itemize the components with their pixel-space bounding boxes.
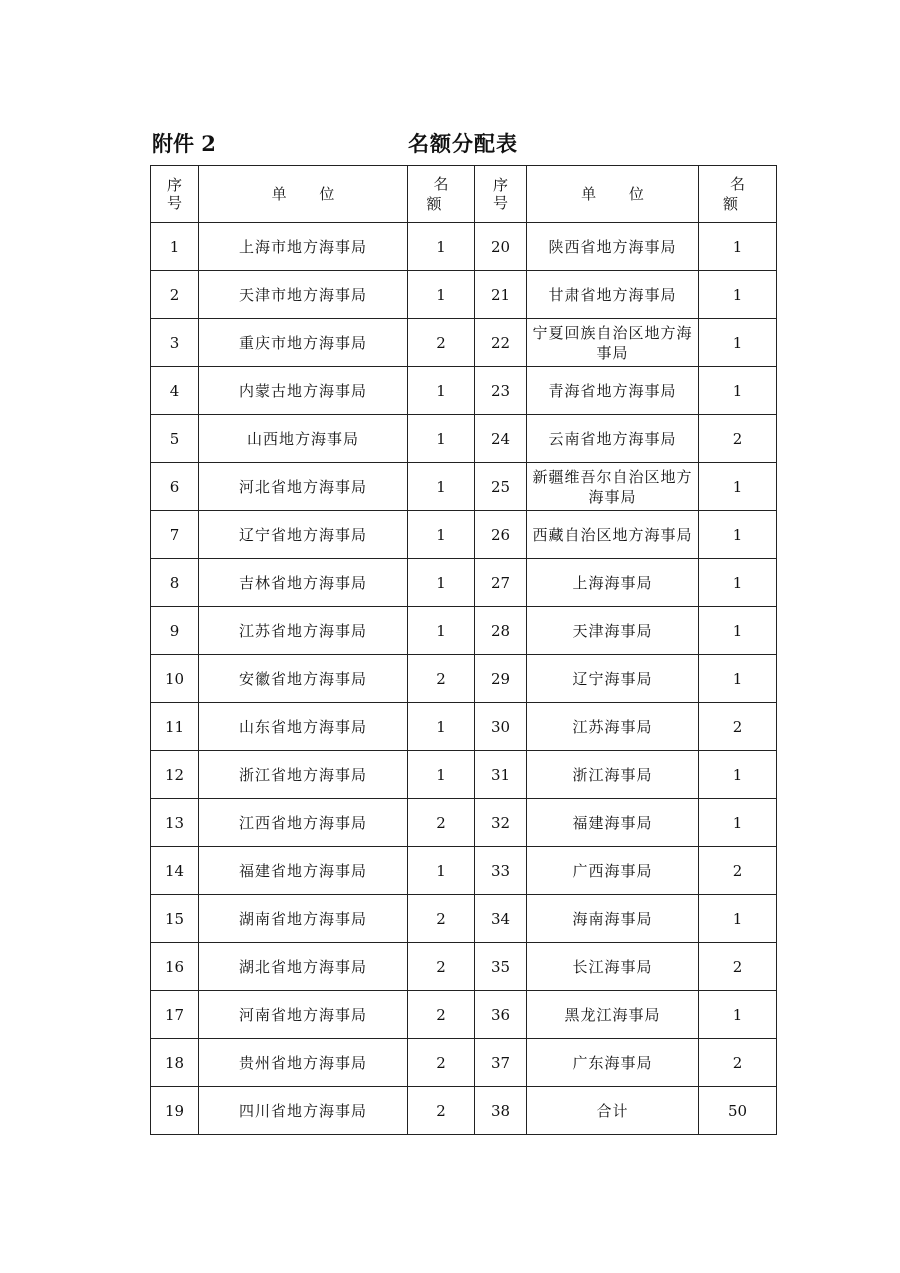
- cell-unit-left: 天津市地方海事局: [199, 271, 408, 319]
- cell-unit-right: 广东海事局: [527, 1039, 699, 1087]
- cell-quota-left: 2: [408, 895, 475, 943]
- cell-quota-right: 1: [699, 511, 777, 559]
- cell-seq-left: 10: [151, 655, 199, 703]
- cell-quota-right: 2: [699, 943, 777, 991]
- table-row: [151, 271, 777, 319]
- table-row: [151, 799, 777, 847]
- table-row: [151, 847, 777, 895]
- cell-quota-right: 2: [699, 703, 777, 751]
- cell-quota-left: 2: [408, 799, 475, 847]
- cell-quota-left: 2: [408, 319, 475, 367]
- cell-seq-right: 38: [475, 1087, 527, 1135]
- cell-quota-right: 1: [699, 895, 777, 943]
- cell-seq-right: 31: [475, 751, 527, 799]
- table-row: [151, 319, 777, 367]
- cell-seq-left: 6: [151, 463, 199, 511]
- cell-quota-right: 1: [699, 559, 777, 607]
- cell-unit-right: 宁夏回族自治区地方海事局: [527, 319, 699, 367]
- cell-quota-right: 1: [699, 271, 777, 319]
- cell-seq-right: 32: [475, 799, 527, 847]
- cell-unit-left: 内蒙古地方海事局: [199, 367, 408, 415]
- cell-seq-right: 25: [475, 463, 527, 511]
- cell-unit-right: 青海省地方海事局: [527, 367, 699, 415]
- cell-seq-right: 29: [475, 655, 527, 703]
- cell-seq-left: 19: [151, 1087, 199, 1135]
- cell-seq-right: 37: [475, 1039, 527, 1087]
- cell-seq-right: 22: [475, 319, 527, 367]
- cell-quota-left: 1: [408, 367, 475, 415]
- cell-seq-left: 1: [151, 223, 199, 271]
- cell-unit-left: 山东省地方海事局: [199, 703, 408, 751]
- table-row: [151, 751, 777, 799]
- cell-seq-right: 20: [475, 223, 527, 271]
- quota-allocation-table: [150, 165, 777, 1135]
- cell-seq-left: 18: [151, 1039, 199, 1087]
- cell-unit-left: 四川省地方海事局: [199, 1087, 408, 1135]
- table-row: [151, 703, 777, 751]
- cell-seq-right: 33: [475, 847, 527, 895]
- cell-unit-left: 山西地方海事局: [199, 415, 408, 463]
- table-row: [151, 415, 777, 463]
- cell-quota-left: 2: [408, 1087, 475, 1135]
- cell-unit-right: 云南省地方海事局: [527, 415, 699, 463]
- table-row: [151, 607, 777, 655]
- cell-quota-left: 1: [408, 463, 475, 511]
- cell-unit-right: 海南海事局: [527, 895, 699, 943]
- cell-quota-left: 1: [408, 511, 475, 559]
- table-row: [151, 1039, 777, 1087]
- cell-quota-right: 2: [699, 415, 777, 463]
- cell-unit-right: 广西海事局: [527, 847, 699, 895]
- cell-quota-left: 1: [408, 415, 475, 463]
- page-title: 名额分配表: [408, 131, 518, 156]
- cell-quota-right: 1: [699, 319, 777, 367]
- cell-seq-right: 21: [475, 271, 527, 319]
- cell-seq-left: 4: [151, 367, 199, 415]
- cell-unit-right: 辽宁海事局: [527, 655, 699, 703]
- cell-unit-left: 上海市地方海事局: [199, 223, 408, 271]
- cell-quota-left: 2: [408, 655, 475, 703]
- cell-quota-right: 50: [699, 1087, 777, 1135]
- col-header-unit-left: 单 位: [199, 166, 408, 223]
- cell-unit-right: 长江海事局: [527, 943, 699, 991]
- cell-unit-left: 湖北省地方海事局: [199, 943, 408, 991]
- cell-seq-left: 5: [151, 415, 199, 463]
- cell-quota-left: 1: [408, 847, 475, 895]
- cell-seq-left: 13: [151, 799, 199, 847]
- cell-seq-left: 3: [151, 319, 199, 367]
- col-header-seq-left: 序号: [151, 166, 199, 223]
- cell-unit-left: 吉林省地方海事局: [199, 559, 408, 607]
- table-row: [151, 895, 777, 943]
- cell-quota-left: 1: [408, 751, 475, 799]
- cell-quota-right: 1: [699, 607, 777, 655]
- cell-unit-left: 浙江省地方海事局: [199, 751, 408, 799]
- cell-quota-right: 1: [699, 463, 777, 511]
- cell-unit-right: 合计: [527, 1087, 699, 1135]
- cell-seq-left: 15: [151, 895, 199, 943]
- cell-unit-left: 辽宁省地方海事局: [199, 511, 408, 559]
- cell-unit-right: 黑龙江海事局: [527, 991, 699, 1039]
- cell-quota-left: 1: [408, 703, 475, 751]
- table-row: [151, 463, 777, 511]
- col-header-quota-left: 名 额: [408, 166, 475, 223]
- cell-unit-left: 河南省地方海事局: [199, 991, 408, 1039]
- cell-unit-right: 福建海事局: [527, 799, 699, 847]
- cell-seq-right: 28: [475, 607, 527, 655]
- cell-seq-left: 7: [151, 511, 199, 559]
- table-row: [151, 1087, 777, 1135]
- table-row: [151, 559, 777, 607]
- cell-seq-left: 14: [151, 847, 199, 895]
- cell-unit-left: 江西省地方海事局: [199, 799, 408, 847]
- cell-quota-right: 1: [699, 991, 777, 1039]
- cell-quota-left: 1: [408, 271, 475, 319]
- col-header-unit-right: 单 位: [527, 166, 699, 223]
- cell-seq-left: 9: [151, 607, 199, 655]
- cell-quota-right: 1: [699, 799, 777, 847]
- col-header-seq-right: 序号: [475, 166, 527, 223]
- cell-quota-right: 2: [699, 1039, 777, 1087]
- cell-seq-left: 8: [151, 559, 199, 607]
- cell-unit-right: 天津海事局: [527, 607, 699, 655]
- cell-unit-left: 湖南省地方海事局: [199, 895, 408, 943]
- cell-quota-left: 1: [408, 223, 475, 271]
- cell-quota-left: 2: [408, 943, 475, 991]
- cell-seq-right: 26: [475, 511, 527, 559]
- cell-unit-right: 江苏海事局: [527, 703, 699, 751]
- cell-seq-left: 2: [151, 271, 199, 319]
- cell-unit-left: 安徽省地方海事局: [199, 655, 408, 703]
- cell-seq-right: 24: [475, 415, 527, 463]
- cell-seq-right: 36: [475, 991, 527, 1039]
- table-row: [151, 943, 777, 991]
- table-row: [151, 367, 777, 415]
- cell-unit-left: 河北省地方海事局: [199, 463, 408, 511]
- attachment-label: 附件 2: [152, 131, 216, 156]
- table-row: [151, 511, 777, 559]
- cell-seq-right: 30: [475, 703, 527, 751]
- table-row: [151, 655, 777, 703]
- cell-unit-right: 甘肃省地方海事局: [527, 271, 699, 319]
- cell-quota-right: 1: [699, 223, 777, 271]
- cell-unit-right: 西藏自治区地方海事局: [527, 511, 699, 559]
- cell-seq-right: 27: [475, 559, 527, 607]
- table-header-row: [151, 166, 777, 223]
- cell-unit-left: 贵州省地方海事局: [199, 1039, 408, 1087]
- cell-quota-left: 2: [408, 1039, 475, 1087]
- cell-quota-right: 1: [699, 367, 777, 415]
- table-row: [151, 223, 777, 271]
- cell-seq-left: 11: [151, 703, 199, 751]
- cell-unit-right: 新疆维吾尔自治区地方海事局: [527, 463, 699, 511]
- cell-quota-left: 1: [408, 559, 475, 607]
- cell-seq-left: 12: [151, 751, 199, 799]
- cell-quota-left: 1: [408, 607, 475, 655]
- table-row: [151, 991, 777, 1039]
- cell-seq-right: 34: [475, 895, 527, 943]
- cell-quota-right: 1: [699, 655, 777, 703]
- cell-unit-right: 陕西省地方海事局: [527, 223, 699, 271]
- cell-unit-right: 浙江海事局: [527, 751, 699, 799]
- cell-seq-right: 23: [475, 367, 527, 415]
- cell-unit-left: 福建省地方海事局: [199, 847, 408, 895]
- col-header-quota-right: 名 额: [699, 166, 777, 223]
- cell-unit-left: 江苏省地方海事局: [199, 607, 408, 655]
- cell-seq-left: 16: [151, 943, 199, 991]
- cell-quota-right: 2: [699, 847, 777, 895]
- cell-unit-right: 上海海事局: [527, 559, 699, 607]
- cell-unit-left: 重庆市地方海事局: [199, 319, 408, 367]
- cell-seq-left: 17: [151, 991, 199, 1039]
- cell-quota-right: 1: [699, 751, 777, 799]
- cell-quota-left: 2: [408, 991, 475, 1039]
- cell-seq-right: 35: [475, 943, 527, 991]
